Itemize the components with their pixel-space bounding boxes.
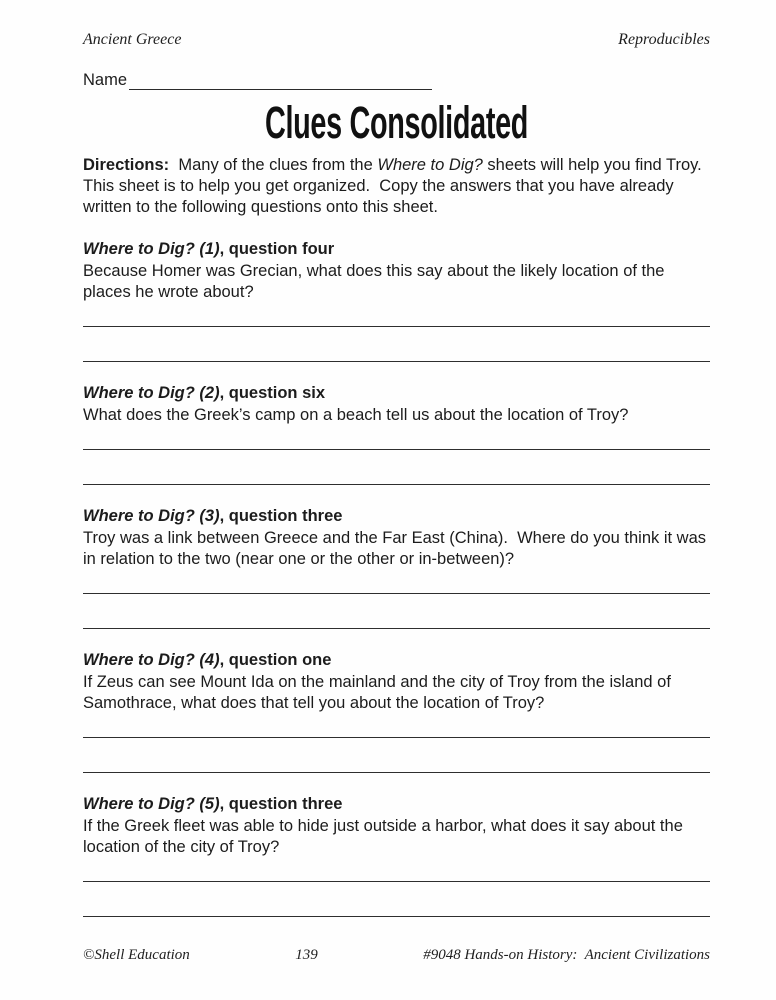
name-label: Name (83, 71, 128, 89)
section-4-question-number: , question one (219, 651, 332, 669)
footer-page-number: 139 (295, 947, 318, 963)
answer-blank-line (83, 361, 710, 362)
question-section-4 (83, 650, 710, 773)
section-3-heading (83, 506, 710, 527)
name-blank-line (129, 70, 432, 90)
section-2-question-number: , question six (219, 384, 326, 402)
section-4-heading (83, 650, 710, 671)
answer-blank-line (83, 449, 710, 450)
footer-publisher: ©Shell Education (83, 947, 190, 963)
section-1-question-text: Because Homer was Grecian, what does this say about the likely location of the places he wrote about? (83, 262, 670, 301)
header-section-title: Reproducibles (618, 31, 710, 48)
answer-blank-line (83, 326, 710, 327)
section-3-question-number: , question three (219, 507, 343, 525)
section-2-question-text: What does the Greek’s camp on a beach tell us about the location of Troy? (83, 406, 629, 424)
answer-blank-line (83, 593, 710, 594)
directions-text-2: sheets will help you find Troy. This sheet is to help you get organized. Copy the answers that you have already written to the following questions onto this sheet. (83, 156, 711, 216)
answer-blank-line (83, 916, 710, 917)
section-4-source: Where to Dig? (4) (83, 651, 220, 669)
page-footer (83, 946, 710, 965)
answer-blank-line (83, 772, 710, 773)
section-2-source: Where to Dig? (2) (83, 384, 220, 402)
footer-book-reference: #9048 Hands-on History: Ancient Civilizations (423, 947, 710, 963)
question-section-5 (83, 794, 710, 917)
question-section-1 (83, 239, 710, 362)
section-5-question-number: , question three (219, 795, 343, 813)
section-4-question-text: If Zeus can see Mount Ida on the mainland and the city of Troy from the island of Samothrace, what does that tell you about the location of Troy? (83, 673, 676, 712)
answer-blank-line (83, 484, 710, 485)
running-header (83, 30, 710, 50)
answer-blank-line (83, 881, 710, 882)
name-row (83, 70, 710, 90)
section-1-question-number: , question four (219, 240, 335, 258)
section-1-heading (83, 239, 710, 260)
page-title (83, 97, 710, 148)
section-3-source: Where to Dig? (3) (83, 507, 220, 525)
section-1-source: Where to Dig? (1) (83, 240, 220, 258)
directions-paragraph (83, 155, 711, 218)
page-title-text: Clues Consolidated (264, 97, 529, 148)
directions-label: Directions: (83, 156, 170, 174)
answer-blank-line (83, 628, 710, 629)
question-section-2 (83, 383, 710, 485)
directions-italic-phrase: Where to Dig? (377, 156, 483, 174)
section-5-question-text: If the Greek fleet was able to hide just outside a harbor, what does it say about the location of the city of Troy? (83, 817, 688, 856)
section-5-source: Where to Dig? (5) (83, 795, 220, 813)
header-book-title: Ancient Greece (83, 31, 182, 48)
section-2-heading (83, 383, 710, 404)
question-section-3 (83, 506, 710, 629)
section-5-heading (83, 794, 710, 815)
section-3-question-text: Troy was a link between Greece and the Far East (China). Where do you think it was in relation to the two (near one or the other or in-between)? (83, 529, 711, 568)
directions-text-1: Many of the clues from the (169, 156, 378, 174)
answer-blank-line (83, 737, 710, 738)
